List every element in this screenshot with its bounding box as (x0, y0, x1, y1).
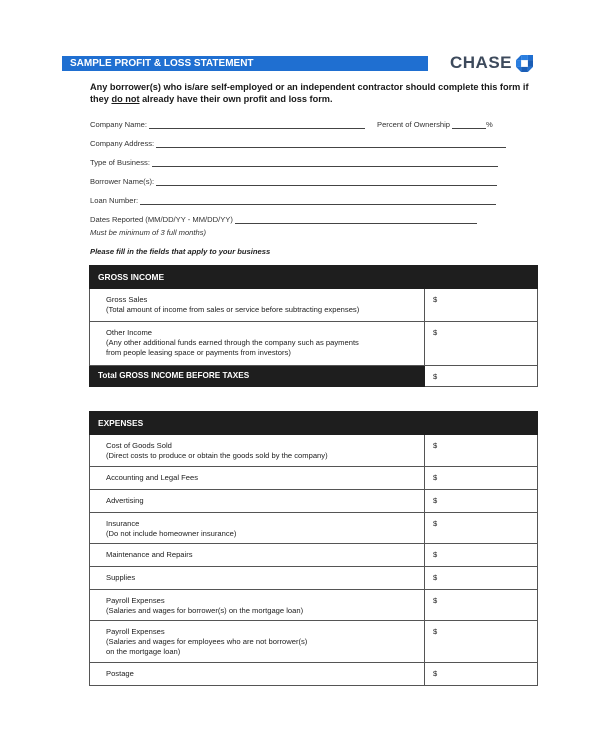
dates-reported-input[interactable] (235, 215, 477, 224)
loan-number-input[interactable] (140, 196, 496, 205)
expenses-heading: EXPENSES (90, 412, 538, 435)
table-row (90, 289, 538, 322)
gross-income-header-row (90, 266, 538, 289)
cogs-amount: $ (433, 441, 438, 450)
other-income-amount-cell[interactable] (425, 322, 538, 366)
percent-ownership-field (377, 120, 493, 129)
maintenance-label: Maintenance and Repairs (106, 550, 193, 559)
gross-sales-label: Gross Sales (106, 295, 148, 304)
payroll-employees-desc (90, 621, 425, 663)
advertising-label: Advertising (106, 496, 144, 505)
other-income-label: Other Income (106, 328, 153, 337)
percent-ownership-label: Percent of Ownership (377, 120, 451, 129)
other-income-sub1: (Any other additional funds earned through the company such as payments (106, 338, 359, 347)
insurance-sub: (Do not include homeowner insurance) (106, 529, 237, 538)
table-row (90, 590, 538, 621)
borrower-names-field (90, 177, 497, 186)
cogs-amount-cell[interactable] (425, 435, 538, 467)
dates-note: Must be minimum of 3 full months) (90, 228, 207, 237)
payroll-borrower-amount-cell[interactable] (425, 590, 538, 621)
company-address-label: Company Address: (90, 139, 155, 148)
table-row (90, 513, 538, 544)
advertising-desc (90, 490, 425, 513)
table-row (90, 490, 538, 513)
gross-sales-amount-cell[interactable] (425, 289, 538, 322)
maintenance-desc (90, 544, 425, 567)
advertising-amount-cell[interactable] (425, 490, 538, 513)
company-address-input[interactable] (156, 139, 506, 148)
type-of-business-label: Type of Business: (90, 158, 150, 167)
gross-income-total-amount-cell[interactable] (425, 366, 538, 387)
borrower-names-input[interactable] (156, 177, 497, 186)
table-row (90, 435, 538, 467)
cogs-sub: (Direct costs to produce or obtain the goods sold by the company) (106, 451, 328, 460)
loan-number-label: Loan Number: (90, 196, 139, 205)
cogs-label: Cost of Goods Sold (106, 441, 172, 450)
payroll-employees-label: Payroll Expenses (106, 627, 165, 636)
payroll-employees-amount: $ (433, 627, 438, 636)
intro-emphasis: do not (111, 94, 140, 104)
postage-desc (90, 663, 425, 686)
supplies-label: Supplies (106, 573, 136, 582)
chase-octagon-icon (516, 55, 533, 72)
gross-income-total-amount: $ (433, 371, 438, 381)
advertising-amount: $ (433, 496, 438, 505)
other-income-desc (90, 322, 425, 366)
accounting-amount: $ (433, 473, 438, 482)
chase-logo (450, 52, 533, 74)
dates-reported-field (90, 215, 477, 224)
logo-text: CHASE (450, 53, 513, 72)
payroll-borrower-desc (90, 590, 425, 621)
company-name-label: Company Name: (90, 120, 147, 129)
insurance-amount-cell[interactable] (425, 513, 538, 544)
table-row (90, 322, 538, 366)
accounting-label: Accounting and Legal Fees (106, 473, 199, 482)
payroll-employees-sub1: (Salaries and wages for employees who are not borrower(s) (106, 637, 308, 646)
expenses-table (89, 411, 538, 686)
type-of-business-input[interactable] (152, 158, 498, 167)
percent-ownership-input[interactable] (452, 120, 486, 129)
company-name-input[interactable] (149, 120, 365, 129)
postage-amount-cell[interactable] (425, 663, 538, 686)
loan-number-field (90, 196, 496, 205)
postage-amount: $ (433, 669, 438, 678)
fill-instruction: Please fill in the fields that apply to your business (90, 247, 271, 256)
dates-reported-label: Dates Reported (MM/DD/YY - MM/DD/YY) (90, 215, 233, 224)
intro-part1: Any borrower(s) who is/are self-employed or an independent contractor should complete this form if they (90, 82, 529, 104)
payroll-borrower-amount: $ (433, 596, 438, 605)
maintenance-amount: $ (433, 550, 438, 559)
supplies-amount-cell[interactable] (425, 567, 538, 590)
payroll-borrower-sub: (Salaries and wages for borrower(s) on the mortgage loan) (106, 606, 304, 615)
payroll-employees-sub2: on the mortgage loan) (106, 647, 181, 656)
percent-sign: % (486, 120, 493, 129)
insurance-label: Insurance (106, 519, 140, 528)
accounting-desc (90, 467, 425, 490)
table-row (90, 567, 538, 590)
intro-text (90, 81, 530, 105)
other-income-sub2: from people leasing space or payments from investors) (106, 348, 291, 357)
form-title: SAMPLE PROFIT & LOSS STATEMENT (70, 58, 254, 69)
cogs-desc (90, 435, 425, 467)
table-row (90, 544, 538, 567)
form-title-bar (62, 56, 428, 71)
intro-part2: already have their own profit and loss form. (139, 94, 333, 104)
company-name-field (90, 120, 365, 129)
postage-label: Postage (106, 669, 134, 678)
other-income-amount: $ (433, 328, 438, 337)
maintenance-amount-cell[interactable] (425, 544, 538, 567)
supplies-amount: $ (433, 573, 438, 582)
expenses-header-row (90, 412, 538, 435)
gross-sales-desc (90, 289, 425, 322)
gross-income-total-label: Total GROSS INCOME BEFORE TAXES (90, 366, 425, 387)
type-of-business-field (90, 158, 498, 167)
accounting-amount-cell[interactable] (425, 467, 538, 490)
gross-income-table (89, 265, 538, 387)
table-row (90, 467, 538, 490)
gross-income-heading: GROSS INCOME (90, 266, 538, 289)
borrower-names-label: Borrower Name(s): (90, 177, 155, 186)
company-address-field (90, 139, 506, 148)
insurance-amount: $ (433, 519, 438, 528)
gross-sales-sub: (Total amount of income from sales or service before subtracting expenses) (106, 305, 360, 314)
table-row (90, 663, 538, 686)
table-row (90, 621, 538, 663)
payroll-borrower-label: Payroll Expenses (106, 596, 165, 605)
supplies-desc (90, 567, 425, 590)
gross-income-total-row (90, 366, 538, 387)
gross-sales-amount: $ (433, 295, 438, 304)
insurance-desc (90, 513, 425, 544)
payroll-employees-amount-cell[interactable] (425, 621, 538, 663)
